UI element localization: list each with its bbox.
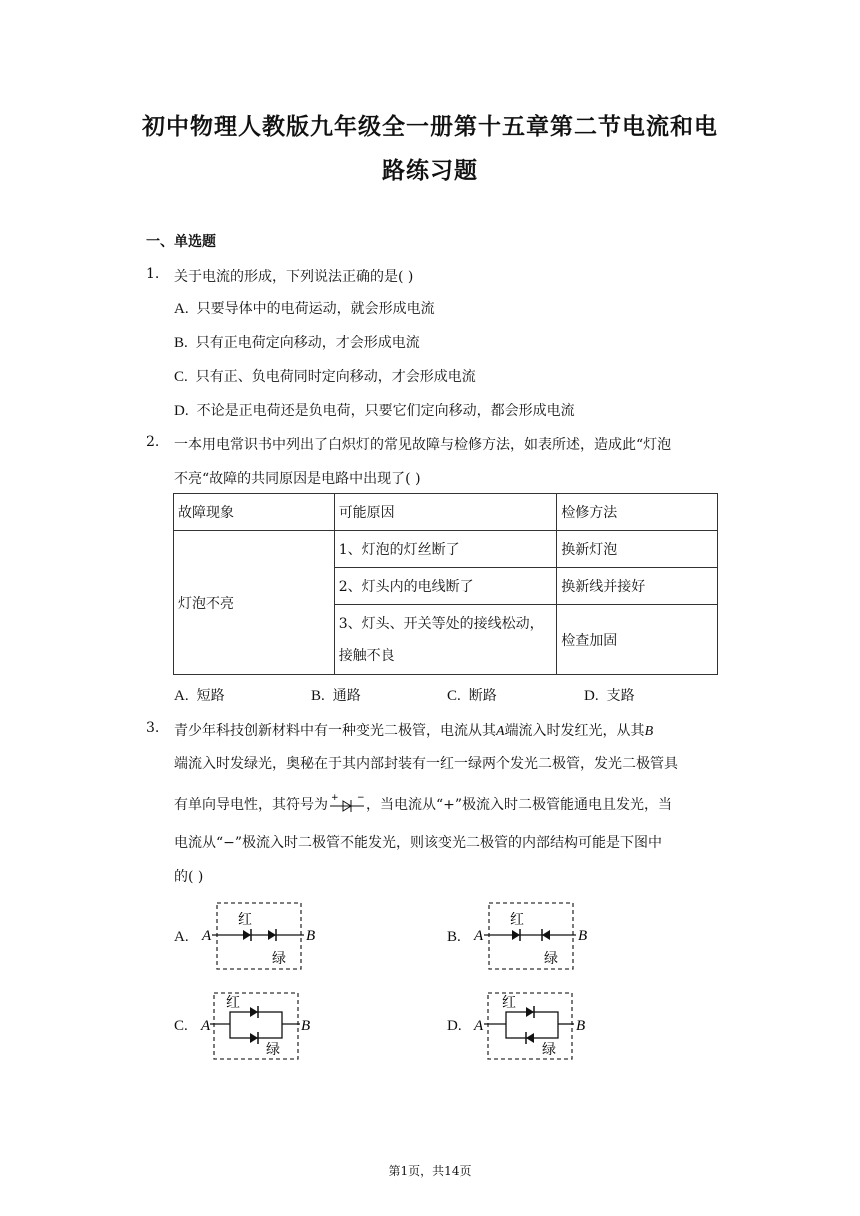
q3-option-c[interactable]	[174, 1018, 196, 1035]
q2-option-a[interactable]	[174, 685, 225, 705]
q2-option-c[interactable]	[447, 685, 497, 705]
red-diode-icon	[250, 1007, 258, 1017]
circuit-a-diagram	[200, 900, 325, 972]
circuit-c-diagram	[200, 990, 325, 1062]
q2-option-b[interactable]	[311, 685, 361, 705]
red-label: 红	[238, 912, 252, 928]
q1-option-b[interactable]	[174, 332, 420, 352]
terminal-b-label: B	[576, 1018, 586, 1034]
page-title-line1: 初中物理人教版九年级全一册第十五章第二节电流和电	[142, 114, 718, 140]
terminal-b-label: B	[306, 928, 316, 944]
red-label: 红	[502, 995, 516, 1011]
section-heading: 一、单选题	[146, 234, 216, 250]
option-text: 断路	[468, 688, 497, 704]
q3-option-d[interactable]	[447, 1018, 470, 1035]
option-letter: D.	[447, 1018, 462, 1034]
option-letter: D.	[174, 403, 189, 419]
table-cell-fix: 换新灯泡	[557, 531, 718, 568]
green-diode-icon	[268, 930, 276, 940]
table-header: 检修方法	[557, 494, 718, 531]
terminal-b-label: B	[578, 928, 588, 944]
terminal-a-label: A	[202, 928, 212, 944]
circuit-d-diagram	[472, 990, 597, 1062]
table-cell-cause	[334, 605, 557, 675]
green-label: 绿	[272, 951, 286, 967]
text-segment: 有单向导电性，其符号为	[174, 797, 328, 813]
table-cell-cause: 1、灯泡的灯丝断了	[334, 531, 557, 568]
green-diode-icon	[250, 1033, 258, 1043]
option-letter: B.	[447, 929, 461, 945]
option-text: 只有正、负电荷同时定向移动，才会形成电流	[195, 369, 476, 385]
table-cell-fix: 检查加固	[557, 605, 718, 675]
q3-stem-line1	[174, 720, 653, 740]
q3-option-a[interactable]	[174, 929, 197, 946]
option-text: 短路	[196, 688, 225, 704]
circuit-b-diagram	[472, 900, 597, 972]
table-header: 故障现象	[174, 494, 335, 531]
text-segment: 青少年科技创新材料中有一种变光二极管，电流从其	[174, 723, 496, 739]
option-letter: C.	[174, 369, 188, 385]
red-diode-icon	[526, 1007, 534, 1017]
option-text: 通路	[332, 688, 361, 704]
green-label: 绿	[544, 951, 558, 967]
q2-number: 2.	[146, 434, 160, 450]
green-diode-icon	[542, 930, 550, 940]
table-row	[174, 531, 718, 568]
option-letter: C.	[447, 688, 461, 704]
red-label: 红	[226, 995, 240, 1011]
terminal-a-label: A	[201, 1018, 211, 1034]
green-label: 绿	[542, 1042, 556, 1058]
cause-line: 3、灯头、开关等处的接线松动，	[338, 615, 544, 632]
red-label: 红	[510, 912, 524, 928]
fault-table	[173, 493, 718, 675]
option-text: 不论是正电荷还是负电荷，只要它们定向移动，都会形成电流	[196, 403, 575, 419]
q3-stem-line4: 电流从“−”极流入时二极管不能发光，则该变光二极管的内部结构可能是下图中	[174, 835, 663, 851]
text-segment: ，当电流从“+”极流入时二极管能通电且发光，当	[366, 797, 673, 813]
q2-option-d[interactable]	[584, 685, 635, 705]
option-letter: A.	[174, 301, 189, 317]
q2-stem-line2: 不亮“故障的共同原因是电路中出现了( )	[174, 471, 421, 487]
table-header: 可能原因	[334, 494, 557, 531]
terminal-a-label: A	[474, 928, 484, 944]
option-letter: A.	[174, 688, 189, 704]
table-cell-cause: 2、灯头内的电线断了	[334, 568, 557, 605]
q1-option-a[interactable]	[174, 298, 435, 318]
q2-stem-line1: 一本用电常识书中列出了白炽灯的常见故障与检修方法，如表所述，造成此“灯泡	[174, 437, 672, 453]
table-cell-fix: 换新线并接好	[557, 568, 718, 605]
q3-stem-line2: 端流入时发绿光，奥秘在于其内部封装有一红一绿两个发光二极管，发光二极管具	[174, 756, 678, 772]
q1-number: 1.	[146, 266, 160, 282]
red-diode-icon	[243, 930, 251, 940]
option-letter: B.	[311, 688, 325, 704]
plus-sign: +	[331, 793, 339, 803]
text-segment: 端流入时发红光，从其	[504, 723, 645, 739]
minus-sign: −	[357, 793, 365, 803]
table-cell-phenomenon: 灯泡不亮	[174, 531, 335, 675]
q3-number: 3.	[146, 720, 160, 736]
green-diode-icon	[526, 1033, 534, 1043]
option-letter: B.	[174, 335, 188, 351]
q1-option-c[interactable]	[174, 366, 476, 386]
diode-symbol-icon	[328, 792, 366, 814]
terminal-a: A	[496, 724, 505, 739]
terminal-a-label: A	[474, 1018, 484, 1034]
green-label: 绿	[266, 1042, 280, 1058]
page-title-line2: 路练习题	[382, 158, 478, 184]
terminal-b-label: B	[301, 1018, 311, 1034]
terminal-b: B	[644, 724, 654, 739]
option-letter: D.	[584, 688, 599, 704]
option-text: 支路	[606, 688, 635, 704]
option-text: 只要导体中的电荷运动，就会形成电流	[196, 301, 435, 317]
q3-option-b[interactable]	[447, 929, 469, 946]
cause-line: 接触不良	[338, 647, 395, 664]
q3-stem-line3	[174, 792, 672, 814]
option-letter: C.	[174, 1018, 188, 1034]
q1-option-d[interactable]	[174, 400, 575, 420]
page-footer: 第1页，共14页	[388, 1164, 472, 1178]
red-diode-icon	[512, 930, 520, 940]
q1-stem: 关于电流的形成，下列说法正确的是( )	[174, 269, 414, 285]
table-header-row	[174, 494, 718, 531]
option-text: 只有正电荷定向移动，才会形成电流	[195, 335, 420, 351]
option-letter: A.	[174, 929, 189, 945]
q3-stem-line5: 的( )	[174, 869, 204, 885]
